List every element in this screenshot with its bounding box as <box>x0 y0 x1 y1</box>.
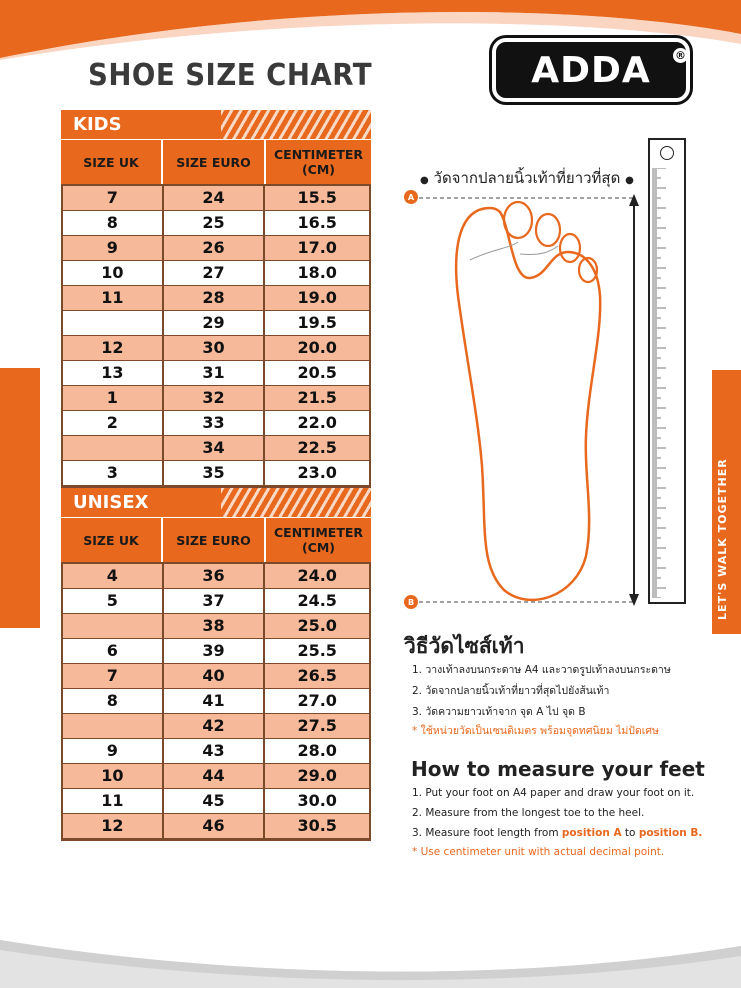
col-size-euro: SIZE EURO <box>163 140 266 184</box>
cell-centimeter: 24.5 <box>297 591 337 610</box>
thai-step-2: 2. วัดจากปลายนิ้วเท้าที่ยาวที่สุดไปยังส้นเท้า <box>412 685 610 697</box>
cell-size-uk: 6 <box>63 639 164 663</box>
ruler-hole-icon <box>660 146 674 160</box>
registered-mark: ® <box>675 49 686 62</box>
col-size-euro: SIZE EURO <box>163 518 266 562</box>
cell-centimeter: 26.5 <box>297 666 337 685</box>
marker-a: A <box>404 190 418 204</box>
cell-centimeter: 28.0 <box>297 741 337 760</box>
english-step-3-prefix: 3. Measure foot length from <box>412 827 559 839</box>
position-b-label: position B. <box>638 827 703 839</box>
cell-size-uk: 9 <box>63 236 164 260</box>
cell-centimeter: 29.0 <box>297 766 337 785</box>
cell-size-euro: 29 <box>164 311 266 335</box>
table-row <box>63 186 369 211</box>
english-step-3 <box>412 827 702 839</box>
table-row <box>63 814 369 839</box>
cell-size-euro: 28 <box>164 286 266 310</box>
cell-size-euro: 39 <box>164 639 266 663</box>
table-row <box>63 361 369 386</box>
table-row <box>63 436 369 461</box>
cell-centimeter: 27.0 <box>297 691 337 710</box>
cell-centimeter: 19.5 <box>297 313 337 332</box>
cell-centimeter: 30.5 <box>297 816 337 835</box>
cell-size-uk: 8 <box>63 689 164 713</box>
cell-size-uk: 13 <box>63 361 164 385</box>
cell-size-euro: 41 <box>164 689 266 713</box>
kids-label: KIDS <box>73 114 122 135</box>
right-side-band <box>712 370 741 634</box>
cell-size-euro: 26 <box>164 236 266 260</box>
cell-size-euro: 43 <box>164 739 266 763</box>
col-centimeter: CENTIMETER (CM) <box>273 147 364 177</box>
table-row <box>63 311 369 336</box>
cell-centimeter: 23.0 <box>297 463 337 482</box>
thai-step-3: 3. วัดความยาวเท้าจาก จุด A ไป จุด B <box>412 706 586 718</box>
unisex-table <box>61 562 371 841</box>
cell-size-euro: 42 <box>164 714 266 738</box>
cell-centimeter: 16.5 <box>297 213 337 232</box>
header-stripes <box>221 110 371 139</box>
page-title: SHOE SIZE CHART <box>88 58 372 93</box>
cell-size-uk <box>63 311 164 335</box>
marker-b: B <box>404 595 418 609</box>
cell-size-euro: 40 <box>164 664 266 688</box>
ruler-ticks <box>650 168 684 598</box>
table-row <box>63 286 369 311</box>
cell-size-uk: 12 <box>63 814 164 838</box>
table-row <box>63 211 369 236</box>
cell-size-uk: 2 <box>63 411 164 435</box>
ruler <box>648 138 686 604</box>
cell-size-uk: 11 <box>63 286 164 310</box>
cell-size-uk: 11 <box>63 789 164 813</box>
cell-size-euro: 45 <box>164 789 266 813</box>
adda-logo <box>492 38 690 102</box>
cell-size-uk: 8 <box>63 211 164 235</box>
cell-size-euro: 46 <box>164 814 266 838</box>
cell-size-euro: 31 <box>164 361 266 385</box>
english-note: * Use centimeter unit with actual decimal point. <box>412 846 665 858</box>
cell-centimeter: 19.0 <box>297 288 337 307</box>
cell-size-euro: 32 <box>164 386 266 410</box>
bottom-swoosh <box>0 900 741 988</box>
cell-size-euro: 25 <box>164 211 266 235</box>
thai-instructions-heading: วิธีวัดไซส์เท้า <box>404 634 525 658</box>
cell-size-euro: 36 <box>164 564 266 588</box>
cell-centimeter: 15.5 <box>297 188 337 207</box>
unisex-column-headers <box>61 518 371 562</box>
cell-centimeter: 25.0 <box>297 616 337 635</box>
cell-size-uk: 12 <box>63 336 164 360</box>
cell-size-euro: 35 <box>164 461 266 485</box>
left-side-band <box>0 368 40 628</box>
cell-size-uk: 10 <box>63 764 164 788</box>
foot-outline-diagram <box>400 186 650 610</box>
cell-size-euro: 34 <box>164 436 266 460</box>
cell-size-uk: 9 <box>63 739 164 763</box>
cell-size-uk <box>63 614 164 638</box>
cell-centimeter: 22.0 <box>297 413 337 432</box>
cell-centimeter: 25.5 <box>297 641 337 660</box>
cell-centimeter: 30.0 <box>297 791 337 810</box>
kids-column-headers <box>61 140 371 184</box>
table-row <box>63 639 369 664</box>
cell-size-uk: 3 <box>63 461 164 485</box>
english-step-2: 2. Measure from the longest toe to the heel. <box>412 807 645 819</box>
cell-size-uk: 7 <box>63 664 164 688</box>
cell-size-euro: 30 <box>164 336 266 360</box>
cell-size-euro: 38 <box>164 614 266 638</box>
english-step-3-mid: to <box>624 827 636 839</box>
unisex-section-header <box>61 488 371 517</box>
cell-size-uk: 4 <box>63 564 164 588</box>
kids-section-header <box>61 110 371 139</box>
table-row <box>63 261 369 286</box>
col-size-uk: SIZE UK <box>61 518 163 562</box>
diagram-caption: ● วัดจากปลายนิ้วเท้าที่ยาวที่สุด ● <box>420 169 634 187</box>
brand-name: ADDA <box>531 49 651 91</box>
kids-table <box>61 184 371 488</box>
table-row <box>63 236 369 261</box>
cell-centimeter: 20.5 <box>297 363 337 382</box>
table-row <box>63 614 369 639</box>
table-row <box>63 739 369 764</box>
cell-size-uk <box>63 436 164 460</box>
english-step-1: 1. Put your foot on A4 paper and draw your foot on it. <box>412 787 695 799</box>
cell-centimeter: 21.5 <box>297 388 337 407</box>
table-row <box>63 714 369 739</box>
table-row <box>63 411 369 436</box>
col-size-uk: SIZE UK <box>61 140 163 184</box>
cell-size-euro: 27 <box>164 261 266 285</box>
cell-size-uk: 5 <box>63 589 164 613</box>
position-a-label: position A <box>561 827 622 839</box>
table-row <box>63 461 369 486</box>
header-stripes <box>221 488 371 517</box>
table-row <box>63 689 369 714</box>
table-row <box>63 589 369 614</box>
table-row <box>63 664 369 689</box>
cell-centimeter: 17.0 <box>297 238 337 257</box>
diagram-caption-text: วัดจากปลายนิ้วเท้าที่ยาวที่สุด <box>433 169 621 187</box>
cell-size-uk: 10 <box>63 261 164 285</box>
cell-size-uk: 1 <box>63 386 164 410</box>
cell-centimeter: 22.5 <box>297 438 337 457</box>
col-centimeter: CENTIMETER (CM) <box>273 525 364 555</box>
cell-size-uk <box>63 714 164 738</box>
cell-centimeter: 24.0 <box>297 566 337 585</box>
cell-size-euro: 44 <box>164 764 266 788</box>
english-instructions-heading: How to measure your feet <box>411 757 705 781</box>
cell-size-euro: 33 <box>164 411 266 435</box>
table-row <box>63 789 369 814</box>
table-row <box>63 386 369 411</box>
cell-size-uk: 7 <box>63 186 164 210</box>
thai-step-1: 1. วางเท้าลงบนกระดาษ A4 และวาดรูปเท้าลงบนกระดาษ <box>412 664 671 676</box>
table-row <box>63 764 369 789</box>
cell-size-euro: 37 <box>164 589 266 613</box>
cell-centimeter: 18.0 <box>297 263 337 282</box>
cell-size-euro: 24 <box>164 186 266 210</box>
thai-note: * ใช้หน่วยวัดเป็นเซนติเมตร พร้อมจุดทศนิยม ไม่ปัดเศษ <box>412 725 659 737</box>
side-tagline: LET'S WALK TOGETHER <box>716 458 729 620</box>
cell-centimeter: 20.0 <box>297 338 337 357</box>
table-row <box>63 564 369 589</box>
table-row <box>63 336 369 361</box>
cell-centimeter: 27.5 <box>297 716 337 735</box>
unisex-label: UNISEX <box>73 492 149 513</box>
